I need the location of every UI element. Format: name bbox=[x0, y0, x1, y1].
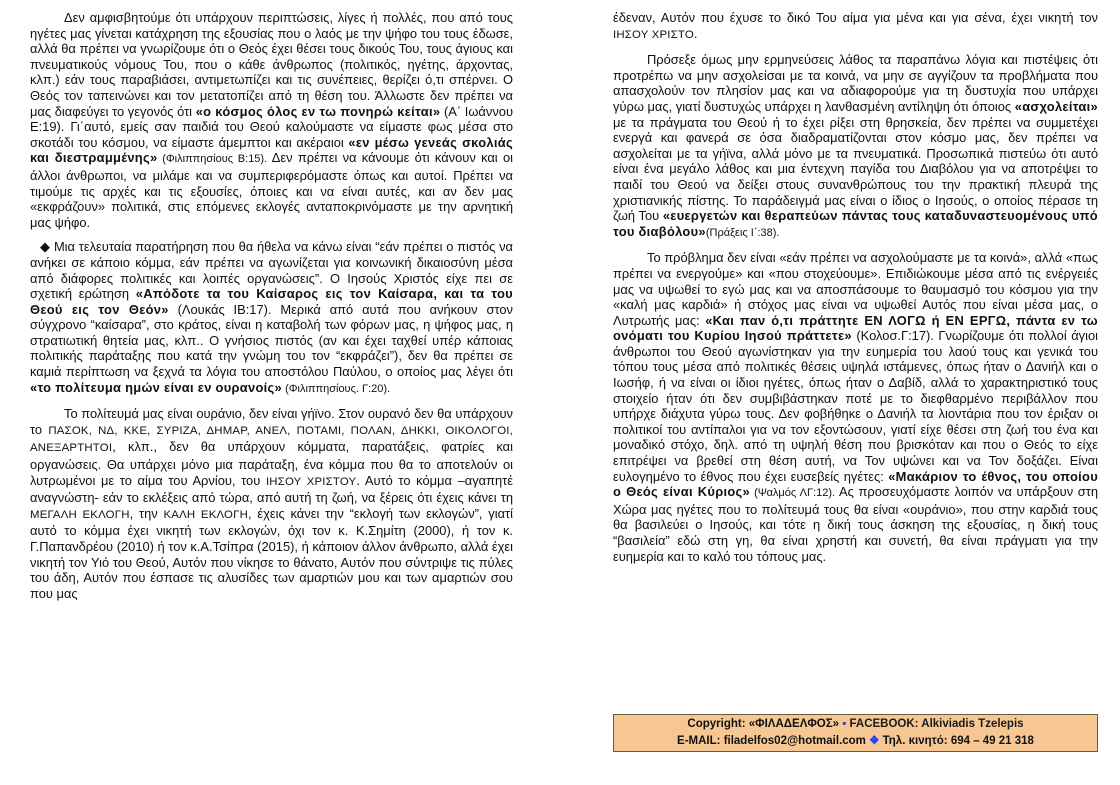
scripture-quote: «ευεργετών και θεραπεύων πάντας τους καταδυναστευομένους υπό του διαβόλου» bbox=[613, 208, 1098, 239]
paragraph: Πρόσεξε όμως μην ερμηνεύσεις λάθος τα παραπάνω λόγια και πιστέψεις ότι προτρέπω να μην ασχολείσαι με τα κοινά, να μην σε αγγίζουν τα προβλήματα που απασχολούν τον πλησίον μας και να αδιαφορούμε για τη δυστυχία που υπάρχει γύρω μας, γιατί δυστυχώς υπάρχει η λανθασμένη αντίληψη ότι όποιος «ασχολείται» με τα πράγματα του Θεού ή το έχει ρίξει στη θρησκεία, δεν πρέπει να συμμετέχει ενεργά και φανερά σε όσα διαδραματίζονται στον κόσμο μας, δεν πρέπει να ασχολείται με τα γήϊνα, αλλά μόνο με τα πνευματικά. Προσωπικά πιστεύω ότι αυτό είναι ένα μεγάλο λάθος και μια έντεχνη παγίδα του Διαβόλου για να αποτρέψει το παιδί του Θεού να δείξει στους συνανθρώπους του την πρακτική πλευρά της χριστιανικής πίστης. Το παράδειγμά μας είναι ο ίδιος ο Ιησούς, ο οποίος πέρασε τη ζωή Του «ευεργετών και θεραπεύων πάντας τους καταδυναστευομένους υπό του διαβόλου»(Πράξεις Ι΄:38). bbox=[613, 52, 1098, 239]
scripture-quote: «ο κόσμος όλος εν τω πονηρώ κείται» bbox=[195, 103, 441, 119]
facebook-handle: FACEBOOK: Alkiviadis Tzelepis bbox=[849, 718, 1024, 730]
brand-name: «ΦΙΛΑΔΕΛΦΟΣ» bbox=[748, 718, 840, 730]
scripture-quote: «Απόδοτε τα του Καίσαρος εις τον Καίσαρα, και τα του Θεού εις τον Θεόν» bbox=[30, 286, 513, 317]
footer-line-1: Copyright: «ΦΙΛΑΔΕΛΦΟΣ» ▪ FACEBOOK: Alkiviadis Tzelepis bbox=[687, 718, 1024, 730]
paragraph: Δεν αμφισβητούμε ότι υπάρχουν περιπτώσεις, λίγες ή πολλές, που από τους ηγέτες μας γίνεται κατάχρηση της εξουσίας που ο λαός με την ψήφο του τους έδωσε, αλλά θα πρέπει να γνωρίζουμε ότι ο Θεός έχει θέσει τους δικούς Του, τους άγιους και πνευματικούς νόμους Του, που ο κάθε άνθρωπος (πολιτικός, ηγέτης, άρχοντας, κλπ.) εάν τους παραβιάσει, αντιμετωπίζει και τις συνέπειες, θερίζει ό,τι σπέρνει. Ο Θεός τον ταπεινώνει και τον μετατοπίζει από τη θέση του. Άλλωστε δεν πρέπει να μας διαφεύγει το γεγονός ότι «ο κόσμος όλος εν τω πονηρώ κείται» (Α΄ Ιωάννου Ε:19). Γι΄αυτό, εμείς σαν παιδιά του Θεού καλούμαστε να είμαστε φως μέσα στο σκοτάδι του κόσμου, να είμαστε άμεμπτοι και ακέραιοι «εν μέσω γενεάς σκολιάς και διεστραμμένης» (Φιλιππησίους Β:15). Δεν πρέπει να κάνουμε ότι κάνουν και οι άλλοι άνθρωποι, να μιλάμε και να συμπεριφερόμαστε όπως και αυτοί. Πρέπει να τιμούμε τις αρχές και τις εξουσίες, όποιες και να είναι αυτές, και αν δεν μας «εκφράζουν» πολιτικά, στις επόμενες εκλογές ανταποκρινόμαστε με την αρνητική μας ψήφο. bbox=[30, 10, 513, 230]
emphasis: «ασχολείται» bbox=[1014, 98, 1098, 114]
right-column bbox=[613, 10, 1098, 573]
scripture-quote: «εν μέσω γενεάς σκολιάς και διεστραμμένης» bbox=[30, 134, 513, 166]
scripture-quote: «Και παν ό,τι πράττητε ΕΝ ΛΟΓΩ ή ΕΝ ΕΡΓΩ, πάντα εν τω ονόματι του Κυρίου Ιησού πράττετε» bbox=[613, 312, 1098, 344]
phone-number: 694 – 49 21 318 bbox=[950, 735, 1034, 747]
footer-line-2: E-MAIL: filadelfos02@hotmail.com ❖ Τηλ. κινητό: 694 – 49 21 318 bbox=[677, 735, 1034, 747]
scripture-quote: «Μακάριον το έθνος, του οποίου ο Θεός είναι Κύριος» bbox=[613, 468, 1099, 500]
diamond-separator-icon: ❖ bbox=[865, 735, 883, 747]
scripture-reference: (Ψαλμός ΛΓ:12). bbox=[750, 487, 836, 500]
paragraph: έδεναν, Αυτόν που έχυσε το δικό Του αίμα για μένα και για σένα, έχει νικητή τον ΙΗΣΟΥ ΧΡΙΣΤΟ. bbox=[613, 10, 1098, 41]
copyright-footer bbox=[613, 714, 1098, 752]
left-column bbox=[30, 10, 513, 610]
scripture-reference: (Πράξεις Ι΄:38). bbox=[705, 226, 780, 239]
scripture-reference: (Φιλιππησίους. Γ:20). bbox=[282, 382, 391, 395]
paragraph: Το πρόβλημα δεν είναι «εάν πρέπει να ασχολούμαστε με τα κοινά», αλλά «πως πρέπει να ενεργούμε» και «που στοχεύουμε». Επιδιώκουμε μέσα από τις ενέργειές μας να υψωθεί το εγώ μας και να αποσπάσουμε το θαυμασμό του κόσμου για την «καλή μας καρδιά» ή στόχος μας είναι να υψωθεί Αυτός που είναι μέσα μας, ο Λυτρωτής μας: «Και παν ό,τι πράττητε ΕΝ ΛΟΓΩ ή ΕΝ ΕΡΓΩ, πάντα εν τω ονόματι του Κυρίου Ιησού πράττετε» (Κολοσ.Γ:17). Γνωρίζουμε ότι πολλοί άγιοι άνθρωποι του Θεού αγωνίστηκαν για την ευημερία του λαού τους και γενικά του τόπου τους μέσα από πολιτικές θέσεις υψηλά ιστάμενες, όπως ήταν ο Δανιήλ και ο Ιωσήφ, ή να είναι οι ίδιοι ηγέτες, όπως ήταν ο Δαβίδ, αλλά το χαρακτηριστικό τους στοιχείο ήταν ότι δεν συμβιβάστηκαν ποτέ με το διεφθαρμένο περιβάλλον που υπήρχε διάχυτα γύρω τους. Δεν φοβήθηκε ο Δανιήλ τα λιοντάρια που τον έριξαν οι πολιτικοί του αντίπαλοι για να τον εξοντώσουν, γιατί είχε θέσει στη ζωή του ένα και μοναδικό στόχο, δηλ. από τη υψηλή θέση που βρισκόταν και που ο Θεός το είχε επιτρέψει να βρεθεί στη θέση αυτή, να Τον υψώνει και να Τον δοξάζει. Είναι ευλογημένο το έθνος που έχει ευσεβείς ηγέτες: «Μακάριον το έθνος, του οποίου ο Θεός είναι Κύριος» (Ψαλμός ΛΓ:12). Ας προσευχόμαστε λοιπόν να υπάρξουν στη Χώρα μας ηγέτες που το πολίτευμά τους θα είναι «ουράνιο», που στην καρδιά τους θα βασιλεύει ο Ιησούς, και τότε η δική τους άσκηση της εξουσίας, η δική τους “βασιλεία” εδώ στη γη, θα είναι χρηστή και συνετή, θα είναι πράγματι για την ευημερία και το καλό του τόπους μας. bbox=[613, 250, 1099, 564]
paragraph: ◆ Μια τελευταία παρατήρηση που θα ήθελα να κάνω είναι “εάν πρέπει ο πιστός να ανήκει σε κάποιο κόμμα, εάν πρέπει να αγωνίζεται για κοινωνική δικαιοσύνη μέσα από διάφορες πολιτικές και λοιπές οργανώσεις”. Ο Ιησούς Χριστός είχε πει σε σχετική ερώτηση «Απόδοτε τα του Καίσαρος εις τον Καίσαρα, και τα του Θεού εις τον Θεόν» (Λουκάς ΙΒ:17). Μερικά από αυτά που ανήκουν στον σύγχρονο “καίσαρα”, στο κράτος, είναι η καταβολή των φόρων μας, η ψήφος μας, η στρατιωτική θητεία μας, κλπ.. Ο γνήσιος πιστός (αν και έχει ταχθεί υπέρ κάποιας πολιτικής παράταξης που κατά την γνώμη του τον “εκφράζει”), δεν θα πρέπει σε καμιά περίπτωση να ξεχνά τα λόγια του αποστόλου Παύλου, ο οποίος μας λέγει ότι «το πολίτευμα ημών είναι εν ουρανοίς» (Φιλιππησίους. Γ:20). bbox=[30, 239, 513, 395]
paragraph: Το πολίτευμά μας είναι ουράνιο, δεν είναι γήϊνο. Στον ουρανό δεν θα υπάρχουν το ΠΑΣΟΚ, ΝΔ, ΚΚΕ, ΣΥΡΙΖΑ, ΔΗΜΑΡ, ΑΝΕΛ, ΠΟΤΑΜΙ, ΠΟΛΑΝ, ΔΗΚΚΙ, ΟΙΚΟΛΟΓΟΙ, ΑΝΕΞΑΡΤΗΤΟΙ, κλπ., δεν θα υπάρχουν κόμματα, παρατάξεις, φατρίες και οργανώσεις. Θα υπάρχει μόνο μια παράταξη, ένα κόμμα που θα το αποτελούν οι λυτρωμένοι με το αίμα του Αρνίου, του ΙΗΣΟΥ ΧΡΙΣΤΟΥ. Αυτό το κόμμα –αγαπητέ αναγνώστη- εάν το εκλέξεις από τώρα, από αυτή τη ζωή, να ξέρεις ότι έχεις κάνει τη ΜΕΓΑΛΗ ΕΚΛΟΓΗ, την ΚΑΛΗ ΕΚΛΟΓΗ, έχεις κάνει την “εκλογή των εκλογών”, γιατί αυτό το κόμμα έχει νικητή των εκλογών, όχι τον κ. Κ.Σημίτη (2000), ή τον κ. Γ.Παπανδρέου (2010) ή τον κ.Α.Τσίπρα (2015), ή κάποιον άλλον άνθρωπο, αλλά έχει νικητή τον Υιό του Θεού, Αυτόν που νίκησε το θάνατο, Αυτόν που σύντριψε τις πύλες του άδη, Αυτόν που έσπασε τις αλυσίδες των αμαρτιών μου και των αμαρτιών σου που μας bbox=[30, 406, 514, 601]
scripture-reference: (Φιλιππησίους Β:15). bbox=[157, 153, 268, 166]
scripture-quote: «το πολίτευμα ημών είναι εν ουρανοίς» bbox=[30, 379, 283, 395]
email-address[interactable]: filadelfos02@hotmail.com bbox=[723, 735, 866, 747]
diamond-bullet-icon: ◆ bbox=[40, 239, 51, 255]
square-bullet-icon: ▪ bbox=[839, 718, 850, 730]
